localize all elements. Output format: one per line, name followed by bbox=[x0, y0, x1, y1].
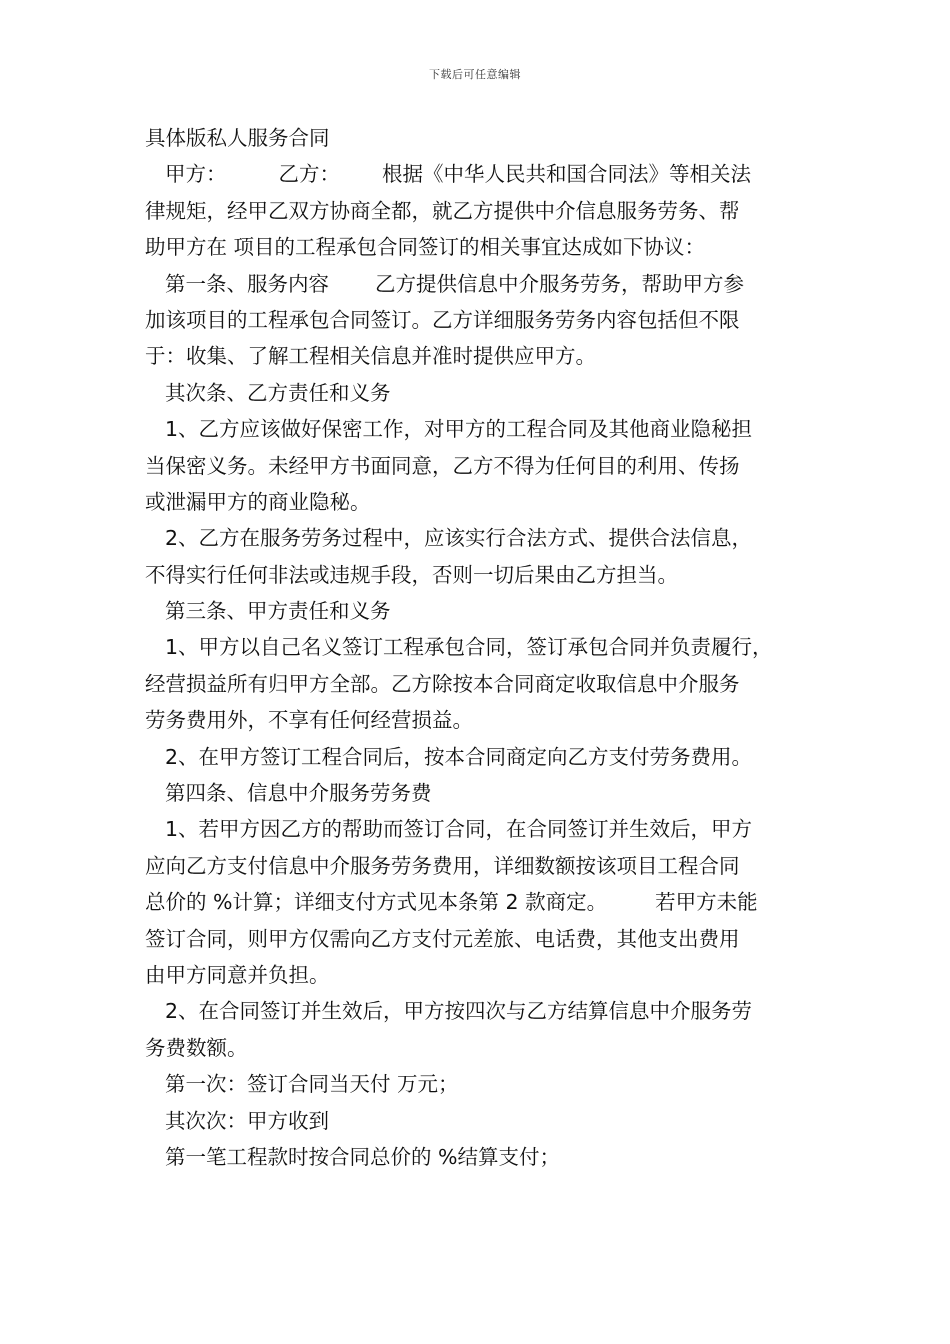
article-1-heading: 第一条、服务内容 bbox=[165, 271, 329, 296]
paragraph-line: 律规矩，经甲乙双方协商全都，就乙方提供中介信息服务劳务、帮 bbox=[145, 198, 740, 223]
party-b-label: 乙方： bbox=[278, 162, 340, 187]
paragraph-line bbox=[145, 156, 810, 192]
article-4-text: 若甲方未能 bbox=[655, 890, 758, 915]
article-1-text: 乙方提供信息中介服务劳务，帮助甲方参 bbox=[375, 271, 744, 296]
article-4-clause-1: 签订合同，则甲方仅需向乙方支付元差旅、电话费，其他支出费用 bbox=[145, 926, 740, 951]
contract-body bbox=[145, 120, 810, 1175]
page-header-note: 下载后可任意编辑 bbox=[429, 68, 521, 81]
article-3-heading: 第三条、甲方责任和义务 bbox=[165, 599, 391, 624]
article-2-clause-2: 2、乙方在服务劳务过程中，应该实行合法方式、提供合法信息， bbox=[165, 526, 753, 551]
article-4-clause-1: 由甲方同意并负担。 bbox=[145, 962, 330, 987]
payment-item: 第一次：签订合同当天付 万元； bbox=[165, 1072, 459, 1097]
article-1-line: 于：收集、了解工程相关信息并准时提供应甲方。 bbox=[145, 344, 596, 369]
party-a-label: 甲方： bbox=[165, 162, 227, 187]
article-2-clause-1: 当保密义务。未经甲方书面同意，乙方不得为任何目的利用、传扬 bbox=[145, 453, 740, 478]
paragraph-text: 根据《中华人民共和国合同法》等相关法 bbox=[382, 162, 751, 187]
article-2-clause-1: 或泄漏甲方的商业隐秘。 bbox=[145, 489, 371, 514]
article-4-clause-1: 应向乙方支付信息中介服务劳务费用，详细数额按该项目工程合同 bbox=[145, 853, 740, 878]
article-2-clause-2: 不得实行任何非法或违规手段，否则一切后果由乙方担当。 bbox=[145, 562, 678, 587]
article-3-clause-1: 1、甲方以自己名义签订工程承包合同，签订承包合同并负责履行， bbox=[165, 635, 773, 660]
paragraph-line: 助甲方在 项目的工程承包合同签订的相关事宜达成如下协议： bbox=[145, 235, 706, 260]
article-4-clause-2: 务费数额。 bbox=[145, 1035, 248, 1060]
article-2-heading: 其次条、乙方责任和义务 bbox=[165, 380, 391, 405]
article-3-clause-2: 2、在甲方签订工程合同后，按本合同商定向乙方支付劳务费用。 bbox=[165, 744, 753, 769]
payment-item: 第一笔工程款时按合同总价的 %结算支付； bbox=[165, 1144, 560, 1169]
document-title: 具体版私人服务合同 bbox=[145, 126, 330, 150]
article-1-line bbox=[145, 266, 810, 302]
article-2-clause-1: 1、乙方应该做好保密工作，对甲方的工程合同及其他商业隐秘担 bbox=[165, 417, 753, 442]
article-4-heading: 第四条、信息中介服务劳务费 bbox=[165, 781, 432, 806]
article-1-line: 加该项目的工程承包合同签订。乙方详细服务劳务内容包括但不限 bbox=[145, 307, 740, 332]
article-3-clause-1: 劳务费用外，不享有任何经营损益。 bbox=[145, 708, 473, 733]
article-4-clause-1 bbox=[145, 884, 810, 920]
article-4-clause-1: 1、若甲方因乙方的帮助而签订合同，在合同签订并生效后，甲方 bbox=[165, 817, 753, 842]
payment-item: 其次次：甲方收到 bbox=[165, 1108, 329, 1133]
article-4-text: 总价的 %计算；详细支付方式见本条第 2 款商定。 bbox=[145, 890, 608, 915]
article-3-clause-1: 经营损益所有归甲方全部。乙方除按本合同商定收取信息中介服务 bbox=[145, 671, 740, 696]
article-4-clause-2: 2、在合同签订并生效后，甲方按四次与乙方结算信息中介服务劳 bbox=[165, 999, 753, 1024]
